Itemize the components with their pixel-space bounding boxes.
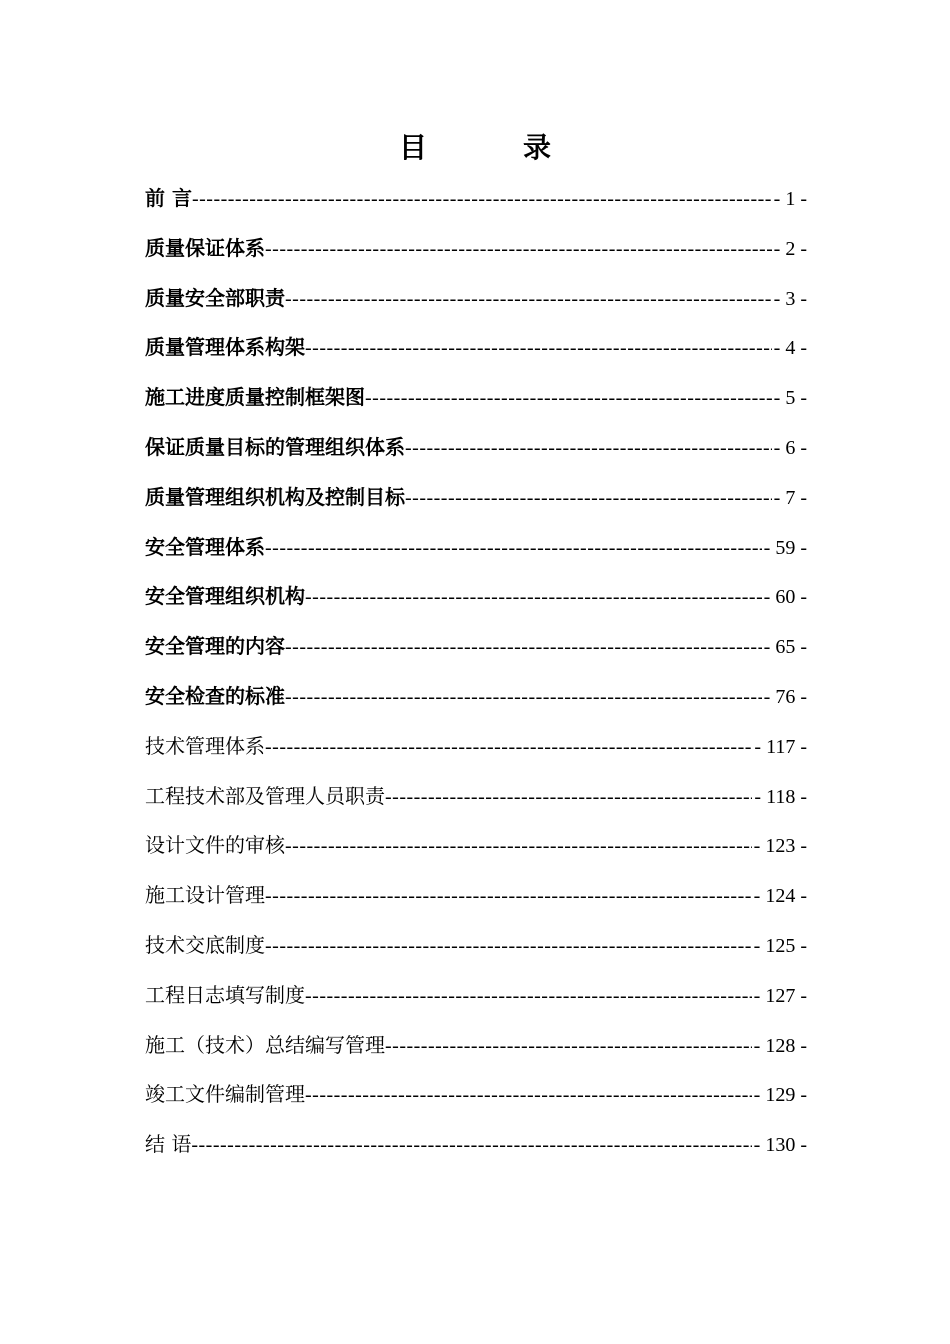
toc-entry-label: 安全检查的标准 bbox=[145, 683, 285, 708]
toc-entry-page-number: - 117 - bbox=[754, 735, 807, 758]
toc-entry-page-number: - 127 - bbox=[753, 984, 807, 1007]
toc-entry[interactable] bbox=[145, 825, 807, 875]
toc-entry-page-number: - 128 - bbox=[753, 1034, 807, 1057]
toc-entry[interactable] bbox=[145, 576, 807, 626]
toc-entry-label: 竣工文件编制管理 bbox=[145, 1082, 305, 1107]
toc-entry-page-number: - 125 - bbox=[753, 934, 807, 957]
toc-entry-page-number: - 5 - bbox=[773, 387, 807, 410]
toc-dot-leader bbox=[305, 328, 772, 368]
toc-entry-page-number: - 3 - bbox=[773, 287, 807, 310]
toc-entry-page-number: - 4 - bbox=[773, 337, 807, 360]
toc-entry[interactable] bbox=[145, 1074, 807, 1124]
toc-entry[interactable] bbox=[145, 228, 807, 278]
toc-entry[interactable] bbox=[145, 875, 807, 925]
toc-entry[interactable] bbox=[145, 776, 807, 826]
toc-entry-label: 技术交底制度 bbox=[145, 932, 265, 957]
toc-entry-page-number: - 118 - bbox=[754, 785, 807, 808]
toc-dot-leader bbox=[305, 976, 752, 1016]
toc-list bbox=[145, 178, 807, 1174]
toc-entry[interactable] bbox=[145, 427, 807, 477]
toc-entry-label: 质量安全部职责 bbox=[145, 285, 285, 310]
toc-dot-leader bbox=[265, 926, 752, 966]
toc-title: 目 录 bbox=[398, 131, 585, 164]
toc-dot-leader bbox=[285, 279, 772, 319]
toc-entry-label: 工程技术部及管理人员职责 bbox=[145, 783, 385, 808]
toc-entry-label: 安全管理的内容 bbox=[145, 634, 285, 659]
toc-entry[interactable] bbox=[145, 726, 807, 776]
toc-entry-label: 施工进度质量控制框架图 bbox=[145, 385, 365, 410]
toc-dot-leader bbox=[285, 826, 752, 866]
toc-dot-leader bbox=[305, 1075, 752, 1115]
toc-dot-leader bbox=[265, 727, 752, 767]
toc-dot-leader bbox=[265, 229, 772, 269]
toc-entry-label: 保证质量目标的管理组织体系 bbox=[145, 434, 405, 459]
toc-entry[interactable] bbox=[145, 527, 807, 577]
toc-entry[interactable] bbox=[145, 975, 807, 1025]
toc-dot-leader bbox=[192, 179, 772, 219]
toc-entry[interactable] bbox=[145, 1025, 807, 1075]
toc-entry-label: 设计文件的审核 bbox=[145, 833, 285, 858]
toc-entry-label: 施工设计管理 bbox=[145, 883, 265, 908]
toc-dot-leader bbox=[265, 528, 762, 568]
toc-entry-label: 技术管理体系 bbox=[145, 733, 265, 758]
toc-entry[interactable] bbox=[145, 925, 807, 975]
toc-entry[interactable] bbox=[145, 327, 807, 377]
toc-entry-label: 质量管理组织机构及控制目标 bbox=[145, 484, 405, 509]
toc-entry-label: 结 语 bbox=[145, 1132, 192, 1157]
toc-entry-label: 质量保证体系 bbox=[145, 235, 265, 260]
toc-dot-leader bbox=[191, 1125, 751, 1165]
toc-dot-leader bbox=[385, 777, 752, 817]
toc-dot-leader bbox=[285, 677, 762, 717]
toc-entry-page-number: - 2 - bbox=[773, 237, 807, 260]
toc-entry-page-number: - 76 - bbox=[763, 685, 807, 708]
toc-entry-page-number: - 124 - bbox=[753, 885, 807, 908]
toc-entry-page-number: - 6 - bbox=[773, 436, 807, 459]
toc-dot-leader bbox=[285, 627, 762, 667]
toc-entry[interactable] bbox=[145, 626, 807, 676]
toc-entry-label: 安全管理组织机构 bbox=[145, 584, 305, 609]
toc-dot-leader bbox=[385, 1026, 752, 1066]
toc-entry[interactable] bbox=[145, 676, 807, 726]
toc-entry-page-number: - 59 - bbox=[763, 536, 807, 559]
toc-entry[interactable] bbox=[145, 178, 807, 228]
toc-entry-label: 工程日志填写制度 bbox=[145, 982, 305, 1007]
toc-dot-leader bbox=[265, 876, 752, 916]
toc-dot-leader bbox=[305, 577, 762, 617]
toc-entry[interactable] bbox=[145, 1124, 807, 1174]
toc-dot-leader bbox=[365, 378, 772, 418]
toc-entry-page-number: - 7 - bbox=[773, 486, 807, 509]
toc-entry[interactable] bbox=[145, 278, 807, 328]
toc-entry-page-number: - 60 - bbox=[763, 586, 807, 609]
toc-entry-page-number: - 1 - bbox=[773, 188, 807, 210]
toc-entry-page-number: - 129 - bbox=[753, 1084, 807, 1107]
toc-entry-label: 安全管理体系 bbox=[145, 534, 265, 559]
toc-entry-page-number: - 123 - bbox=[753, 835, 807, 858]
toc-entry-page-number: - 130 - bbox=[753, 1134, 807, 1157]
toc-dot-leader bbox=[405, 478, 772, 518]
toc-entry-label: 施工（技术）总结编写管理 bbox=[145, 1032, 385, 1057]
toc-entry[interactable] bbox=[145, 377, 807, 427]
toc-entry-label: 质量管理体系构架 bbox=[145, 335, 305, 360]
toc-entry[interactable] bbox=[145, 477, 807, 527]
toc-dot-leader bbox=[405, 428, 772, 468]
toc-entry-label: 前 言 bbox=[145, 186, 192, 210]
toc-entry-page-number: - 65 - bbox=[763, 636, 807, 659]
